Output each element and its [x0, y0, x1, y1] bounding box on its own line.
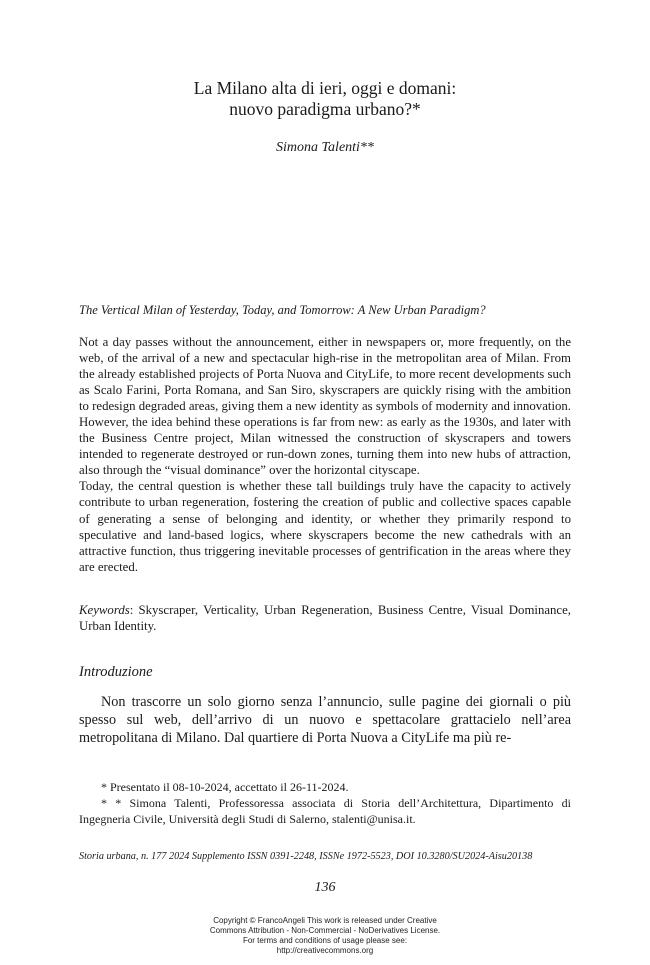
footnote-1: * Presentato il 08-10-2024, accettato il 26-11-2024. [101, 780, 349, 794]
license-line-3: For terms and conditions of usage please see: [242, 936, 408, 945]
license-link[interactable]: http://creativecommons.org [276, 946, 374, 955]
section-heading: Introduzione [79, 664, 153, 680]
keywords-label: Keywords [79, 603, 130, 617]
author-name: Simona Talenti** [276, 140, 374, 155]
article-title-line-1: La Milano alta di ieri, oggi e domani: [193, 78, 457, 98]
footnotes [79, 779, 571, 827]
license-line-1: Copyright © FrancoAngeli This work is released under Creative [213, 916, 437, 925]
abstract-title: The Vertical Milan of Yesterday, Today, and Tomorrow: A New Urban Paradigm? [79, 303, 486, 317]
abstract [79, 334, 571, 575]
article-title-line-2: nuovo paradigma urbano?* [229, 99, 421, 119]
body-text [79, 693, 571, 747]
abstract-paragraph-1: Not a day passes without the announcement, either in newspapers or, more frequently, on the web, of the arrival of a new and spectacular high-rise in the metropolitan area of Milan. From the already established projects of Porta Nuova and CityLife, to more recent developments such as Scalo Farini, Porta Romana, and San Siro, skyscrapers are quickly rising with the ambition to redesign degraded areas, giving them a new identity as symbols of modernity and innovation. However, the idea behind these operations is far from new: as early as the 1930s, and later with the Business Centre project, Milan witnessed the construction of skyscrapers and towers intended to regenerate destroyed or run-down zones, turning them into new hubs of attraction, also through the “visual dominance” over the horizontal cityscape. [79, 335, 571, 478]
keywords-text: : Skyscraper, Verticality, Urban Regeneration, Business Centre, Visual Dominance, Urban Identity. [79, 603, 571, 634]
article-title [0, 78, 650, 120]
license-notice [0, 916, 650, 956]
page-number: 136 [314, 880, 336, 895]
footnote-2: * * Simona Talenti, Professoressa associata di Storia dell’Architettura, Dipartimento di Ingegneria Civile, Università degli Studi di Salerno, stalenti@unisa.it. [79, 796, 571, 826]
body-paragraph: Non trascorre un solo giorno senza l’annuncio, sulle pagine dei giornali o più spesso sul web, dell’arrivo di un nuovo e spettacolare grattacielo nell’area metropolitana di Milano. Dal quartiere di Porta Nuova a CityLife ma più re- [79, 694, 571, 746]
keywords [79, 602, 571, 634]
license-line-2: Commons Attribution - Non-Commercial - NoDerivatives License. [209, 926, 441, 935]
journal-citation: Storia urbana, n. 177 2024 Supplemento ISSN 0391-2248, ISSNe 1972-5523, DOI 10.3280/SU2024-Aisu20138 [79, 851, 533, 862]
abstract-paragraph-2: Today, the central question is whether these tall buildings truly have the capacity to actively contribute to urban regeneration, fostering the creation of public and collective spaces capable of generating a sense of belonging and identity, or whether they primarily respond to speculative and land-based logics, where skyscrapers become the new cathedrals with an attractive function, thus triggering inevitable processes of gentrification in the areas where they are erected. [79, 479, 571, 574]
